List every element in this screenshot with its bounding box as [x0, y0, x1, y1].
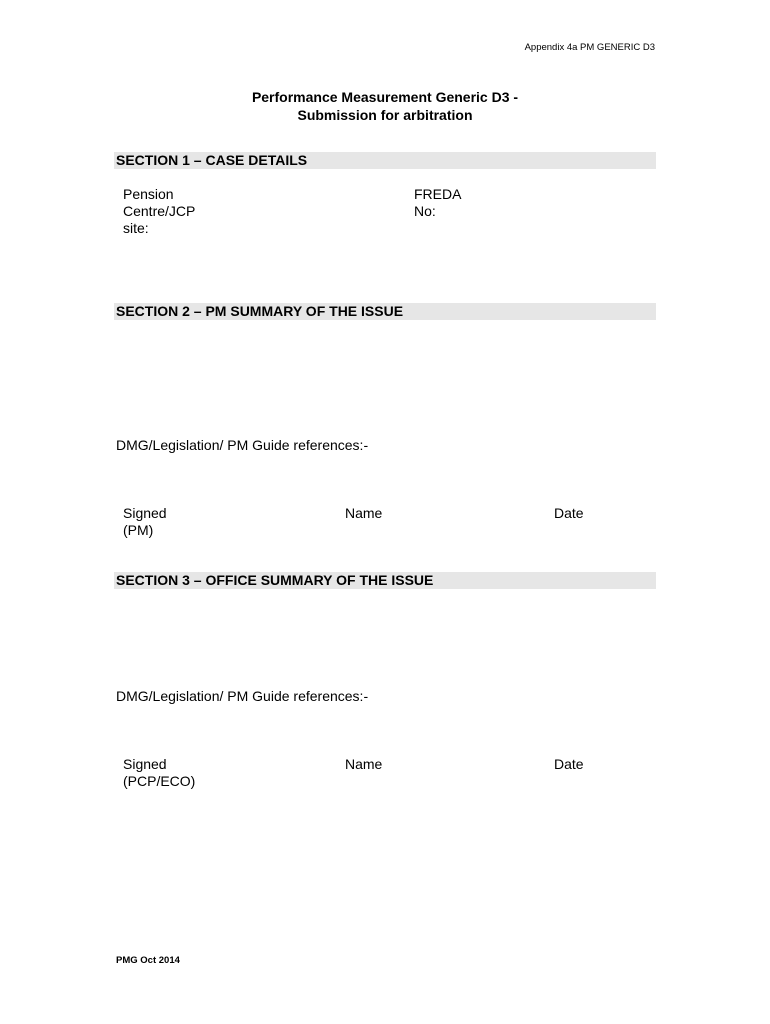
document-title — [0, 88, 770, 124]
section-3-heading: SECTION 3 – OFFICE SUMMARY OF THE ISSUE — [114, 572, 656, 589]
section-3-references-label: DMG/Legislation/ PM Guide references:- — [116, 688, 369, 704]
section-2-signed-line-1: Signed — [123, 505, 167, 521]
freda-label-line-1: FREDA — [414, 186, 462, 202]
section-3-signed-label — [123, 756, 195, 790]
section-2-signed-label — [123, 505, 167, 539]
title-line-1: Performance Measurement Generic D3 - — [251, 89, 519, 105]
section-3-signed-line-2: (PCP/ECO) — [123, 773, 196, 789]
title-line-2: Submission for arbitration — [297, 107, 473, 123]
pension-label-line-2: Centre/JCP — [123, 203, 196, 219]
section-2-signed-line-2: (PM) — [123, 522, 154, 538]
pension-label-line-1: Pension — [123, 186, 174, 202]
section-3-signed-line-1: Signed — [123, 756, 167, 772]
pension-centre-label — [123, 186, 195, 237]
freda-label-line-2: No: — [414, 203, 436, 219]
section-3-name-label: Name — [345, 756, 383, 772]
freda-number-label — [414, 186, 461, 220]
section-2-references-label: DMG/Legislation/ PM Guide references:- — [116, 437, 369, 453]
section-3-date-label: Date — [554, 756, 584, 772]
section-2-name-label: Name — [345, 505, 383, 521]
section-1-heading: SECTION 1 – CASE DETAILS — [114, 152, 656, 169]
section-2-heading: SECTION 2 – PM SUMMARY OF THE ISSUE — [114, 303, 656, 320]
section-2-date-label: Date — [554, 505, 584, 521]
footer-version: PMG Oct 2014 — [116, 955, 180, 966]
appendix-reference: Appendix 4a PM GENERIC D3 — [524, 42, 655, 53]
pension-label-line-3: site: — [123, 220, 149, 236]
